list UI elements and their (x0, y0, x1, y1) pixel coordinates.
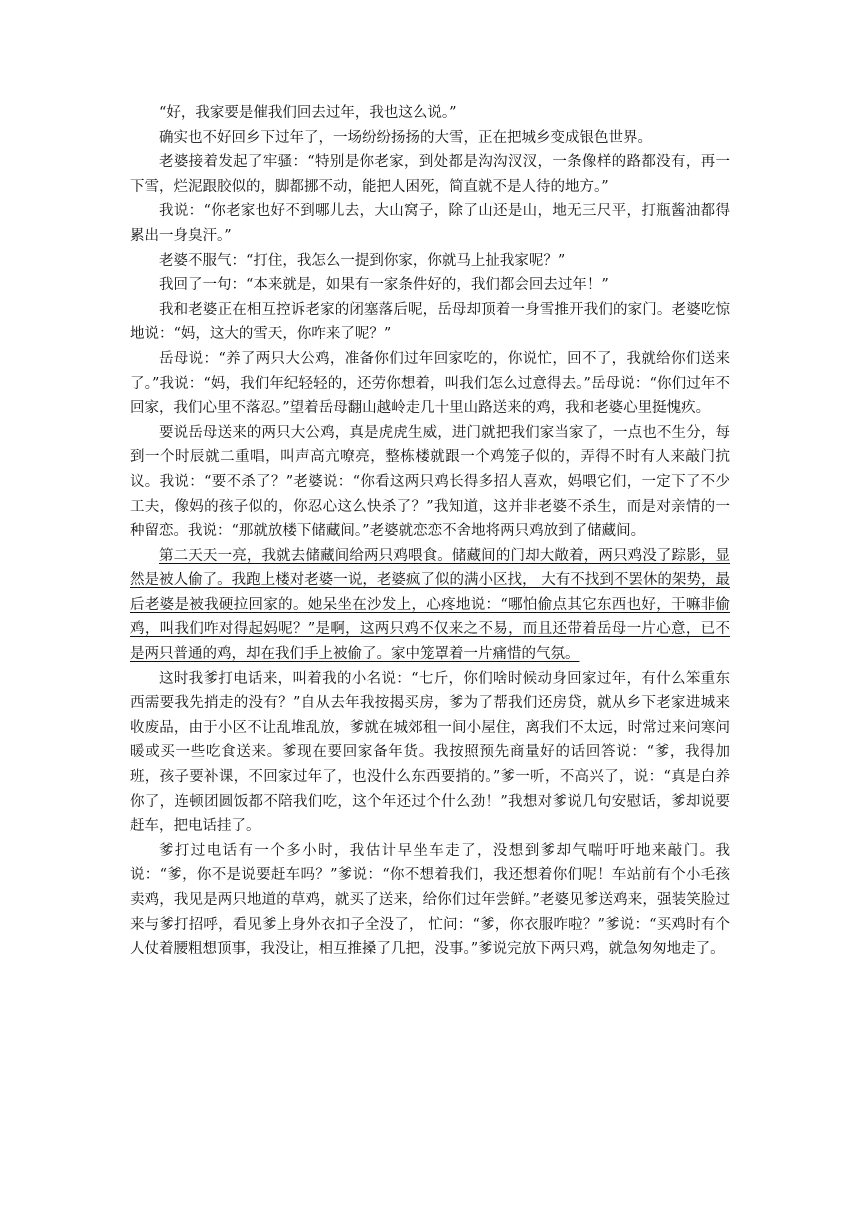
paragraph: 我和老婆正在相互控诉老家的闭塞落后呢，岳母却顶着一身雪推开我们的家门。老婆吃惊地说：“妈，这大的雪天，你咋来了呢？” (130, 301, 730, 343)
story-text (130, 101, 730, 962)
paragraph: 这时我爹打电话来，叫着我的小名说：“七斤，你们啥时候动身回家过年，有什么笨重东西需要我先捎走的没有？”自从去年我按揭买房，爹为了帮我们还房贷，就从乡下老家进城来收废品，由于小区不让乱堆乱放，爹就在城郊租一间小屋住，离我们不太远，时常过来问寒问暖或买一些吃食送来。爹现在要回家备年货。我按照预先商量好的话回答说：“爹，我得加班，孩子要补课，不回家过年了，也没什么东西要捎的。”爹一听，不高兴了，说：“真是白养你了，连顿团圆饭都不陪我们吃，这个年还过个什么劲！”我想对爹说几句安慰话，爹却说要赶车，把电话挂了。 (130, 670, 730, 835)
underlined-paragraph: 第二天天一亮，我就去储藏间给两只鸡喂食。储藏间的门却大敞着，两只鸡没了踪影，显然是被人偷了。我跑上楼对老婆一说，老婆疯了似的满小区找， 大有不找到不罢休的架势，最后老婆是被我硬拉回家的。她呆坐在沙发上，心疼地说：“哪怕偷点其它东西也好，干嘛非偷鸡，叫我们咋对得起妈呢？”是啊，这两只鸡不仅来之不易，而且还带着岳母一片心意，已不是两只普通的鸡，却在我们手上被偷了。家中笼罩着一片痛惜的气氛。 (130, 547, 730, 663)
paragraph: 我回了一句：“本来就是，如果有一家条件好的，我们都会回去过年！” (159, 277, 609, 294)
paragraph: “好，我家要是催我们回去过年，我也这么说。” (159, 105, 457, 121)
paragraph: 老婆接着发起了牢骚：“特别是你老家，到处都是沟沟汊汊，一条像样的路都没有，再一下雪，烂泥跟胶似的，脚都挪不动，能把人困死，简直就不是人待的地方。” (130, 154, 730, 195)
paragraph: 确实也不好回乡下过年了，一场纷纷扬扬的大雪，正在把城乡变成银色世界。 (159, 129, 652, 146)
paragraph: 老婆不服气：“打住，我怎么一提到你家，你就马上扯我家呢？” (159, 252, 566, 269)
paragraph: 我说：“你老家也好不到哪儿去，大山窝子，除了山还是山，地无三尺平，打瓶酱油都得累出一身臭汗。” (130, 203, 730, 244)
paragraph: 要说岳母送来的两只大公鸡，真是虎虎生威，进门就把我们家当家了，一点也不生分，每到一个时辰就二重唱，叫声高亢嘹亮，整栋楼就跟一个鸡笼子似的，弄得不时有人来敲门抗议。我说：“要不杀了？”老婆说：“你看这两只鸡长得多招人喜欢，妈喂它们，一定下了不少工夫，像妈的孩子似的，你忍心这么快杀了？”我知道，这并非老婆不杀生，而是对亲情的一种留恋。我说：“那就放楼下储藏间。”老婆就恋恋不舍地将两只鸡放到了储藏间。 (130, 424, 730, 540)
paragraph: 岳母说：“养了两只大公鸡，准备你们过年回家吃的，你说忙，回不了，我就给你们送来了。”我说：“妈，我们年纪轻轻的，还劳你想着，叫我们怎么过意得去。”岳母说：“你们过年不回家，我们心里不落忍。”望着岳母翻山越岭走几十里山路送来的鸡，我和老婆心里挺愧疚。 (130, 350, 730, 417)
paragraph: 爹打过电话有一个多小时，我估计早坐车走了，没想到爹却气喘吁吁地来敲门。我说：“爹，你不是说要赶车吗？”爹说：“你不想着我们，我还想着你们呢！车站前有个小毛孩卖鸡，我见是两只地道的草鸡，就买了送来，给你们过年尝鲜。”老婆见爹送鸡来，强装笑脸过来与爹打招呼，看见爹上身外衣扣子全没了， 忙问：“爹，你衣服咋啦？”爹说：“买鸡时有个人仗着腰粗想顶事，我没让，相互推搡了几把，没事。”爹说完放下两只鸡，就急匆匆地走了。 (130, 842, 730, 958)
